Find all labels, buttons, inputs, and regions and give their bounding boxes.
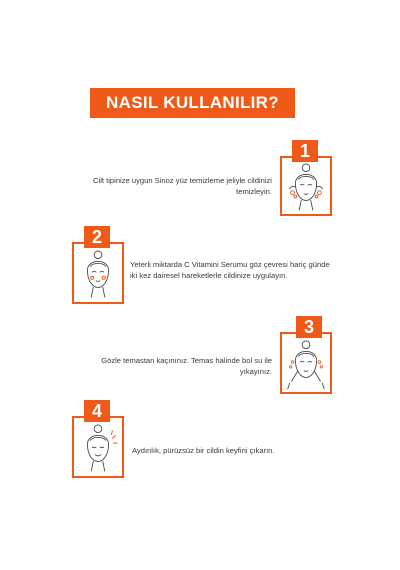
step-2-number: 2 [84, 226, 110, 248]
step-2-text: Yeterli miktarda C Vitamini Serumu göz çevresi hariç günde iki kez dairesel hareketlerle cildinize uygulayın. [130, 260, 330, 280]
step-4-frame [72, 416, 124, 478]
face-rinse-icon [282, 334, 330, 392]
step-3-frame [280, 332, 332, 394]
step-4-text: Aydınlık, pürüzsüz bir cildin keyfini çıkarın. [132, 446, 275, 455]
step-1-frame [280, 156, 332, 216]
face-glow-icon [74, 418, 122, 476]
page-title: NASIL KULLANILIR? [90, 88, 295, 118]
face-serum-icon [74, 244, 122, 302]
step-1-text: Cilt tipinize uygun Sinoz yüz temizleme jeliyle cildinizi temizleyin. [93, 176, 272, 196]
step-3-text: Gözle temastan kaçınınız. Temas halinde bol su ile yıkayınız. [101, 356, 272, 376]
step-1-number: 1 [292, 140, 318, 162]
step-2-frame [72, 242, 124, 304]
step-4-number: 4 [84, 400, 110, 422]
step-3-number: 3 [296, 316, 322, 338]
face-cleansing-icon [282, 158, 330, 214]
